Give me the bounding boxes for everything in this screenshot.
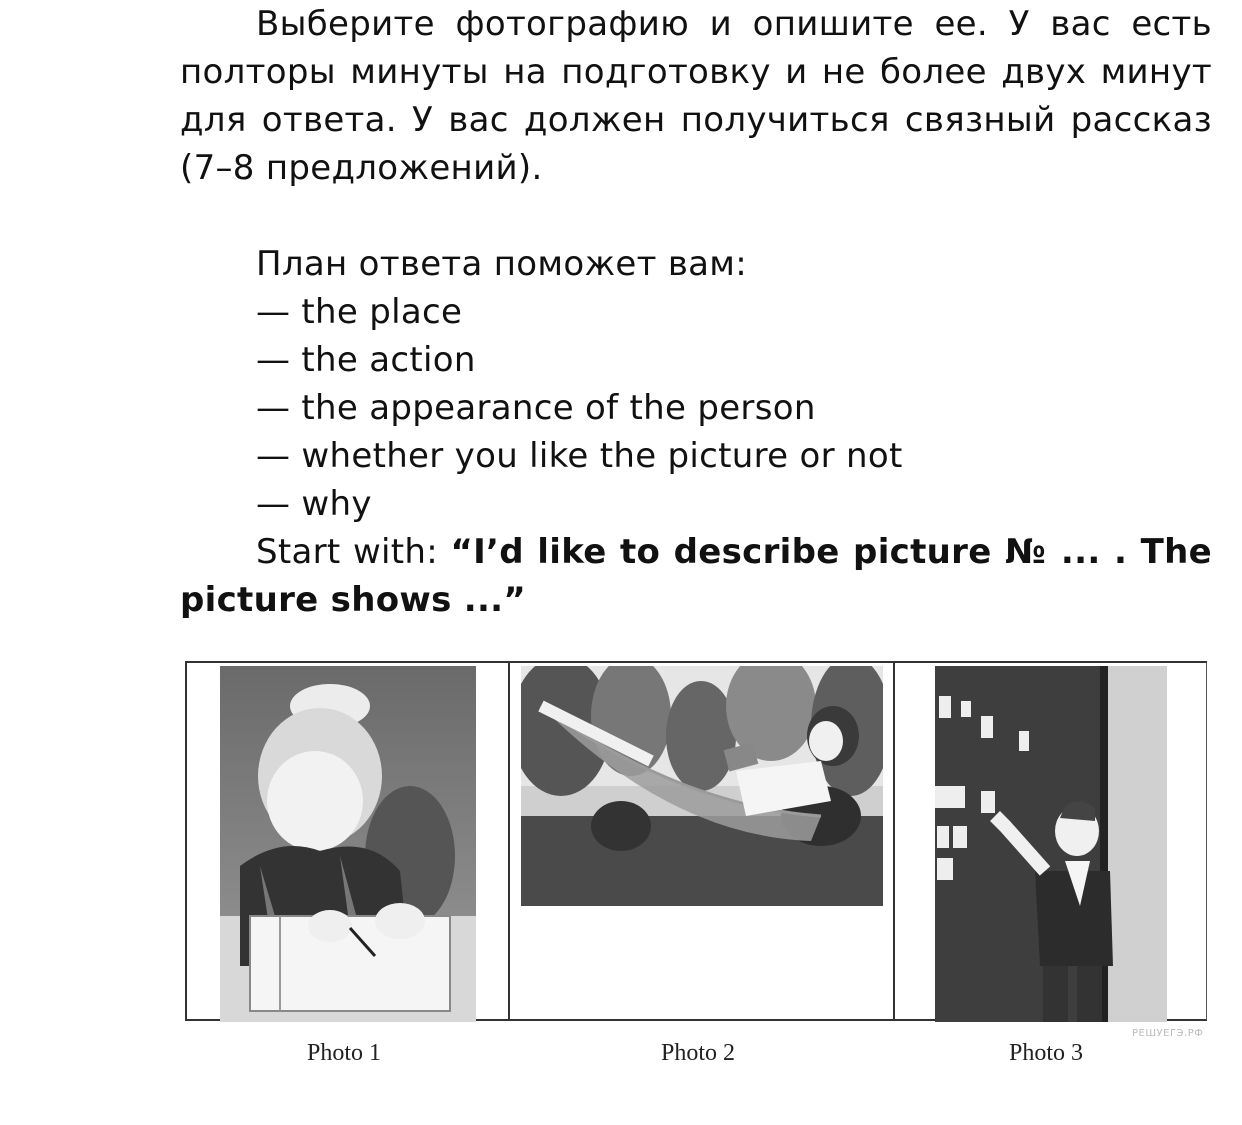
watermark: РЕШУЕГЭ.РФ bbox=[1132, 1028, 1204, 1039]
plan-intro: План ответа поможет вам: bbox=[256, 244, 748, 284]
plan-item: — the appearance of the person bbox=[256, 388, 816, 428]
task-instruction: Выберите фотографию и опишите ее. У вас есть полторы минуты на подготовку и не более двух минут для ответа. У вас должен получиться связный рассказ (7–8 предложений). bbox=[180, 4, 1212, 188]
start-label: Start with: bbox=[256, 532, 451, 572]
photo-divider bbox=[508, 663, 510, 1019]
plan-item: — why bbox=[256, 484, 372, 524]
photo-caption: Photo 2 bbox=[661, 1040, 736, 1066]
plan-item: — the action bbox=[256, 340, 476, 380]
photo-strip bbox=[185, 661, 1207, 1021]
start-with bbox=[180, 528, 1212, 624]
photo-caption: Photo 1 bbox=[307, 1040, 382, 1066]
plan-item: — whether you like the picture or not bbox=[256, 436, 903, 476]
task-text bbox=[180, 0, 1212, 624]
woman-in-hammock-photo bbox=[521, 666, 883, 906]
boy-at-blackboard-photo bbox=[935, 666, 1167, 1022]
photo-divider bbox=[893, 663, 895, 1019]
photo-caption: Photo 3 bbox=[1009, 1040, 1084, 1066]
start-phrase: “I’d like to describe picture № ... . The picture shows ...” bbox=[180, 532, 1212, 620]
plan-item: — the place bbox=[256, 292, 463, 332]
girl-writing-photo bbox=[220, 666, 476, 1022]
